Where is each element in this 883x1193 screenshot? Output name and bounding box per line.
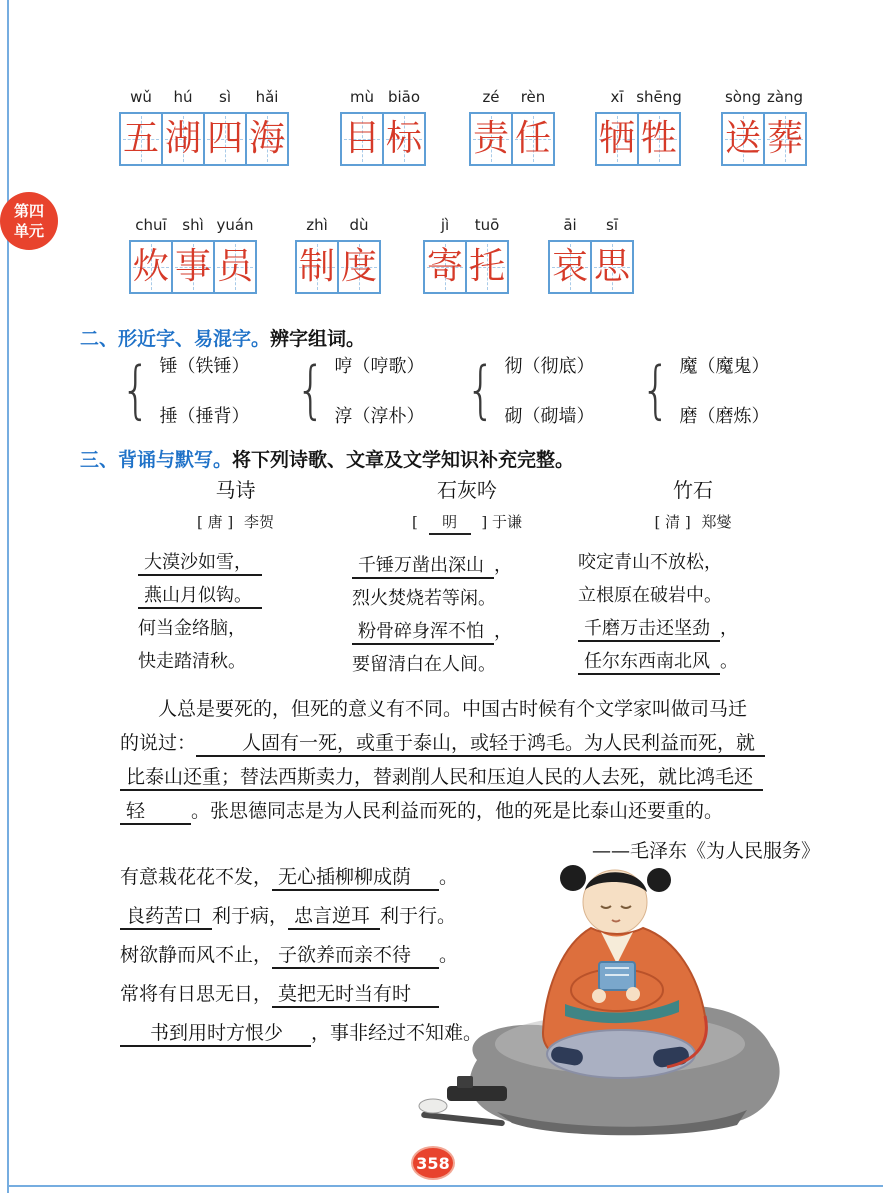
- char-glyph: 事: [174, 246, 211, 287]
- char-cell: [161, 88, 205, 166]
- char-cell: [119, 88, 163, 166]
- poem-line: 千锤万凿出深山 ，: [352, 549, 582, 582]
- word-grid-chuishiyuan: [129, 216, 257, 294]
- char-glyph: 四: [206, 118, 243, 159]
- proverb-line: 有意栽花花不发， 无心插柳柳成荫 。: [120, 858, 482, 897]
- char-cell: [637, 88, 681, 166]
- char-box: [213, 240, 257, 294]
- section2-heading-black: 辨字组词。: [270, 328, 366, 350]
- word-grid-xisheng: [595, 88, 681, 166]
- char-box: [590, 240, 634, 294]
- char-cell: [763, 88, 807, 166]
- poem-shihuiyin: [352, 474, 582, 681]
- pair-word-top: 锤（铁锤）: [159, 356, 250, 377]
- char-box: [119, 112, 163, 166]
- char-glyph: 牲: [640, 118, 677, 159]
- word-grid-wuhusihai: [119, 88, 289, 166]
- poem-line: 任尔东西南北风 。: [578, 645, 808, 678]
- char-cell: [245, 88, 289, 166]
- answer-fill: 无心插柳柳成荫: [272, 866, 439, 891]
- brace-icon: {: [120, 353, 151, 426]
- poem-author: [578, 511, 808, 532]
- char-cell: [469, 88, 513, 166]
- answer-fill: 千锤万凿出深山: [352, 555, 494, 579]
- pinyin-label: shì: [182, 216, 204, 234]
- char-glyph: 牺: [598, 118, 635, 159]
- char-glyph: 思: [593, 246, 630, 287]
- passage-line: 的说过： 人固有一死，或重于泰山，或轻于鸿毛。为人民利益而死，就: [120, 726, 820, 760]
- pinyin-label: wǔ: [130, 88, 152, 106]
- char-box: [340, 112, 384, 166]
- char-glyph: 湖: [164, 118, 201, 159]
- pinyin-label: jì: [440, 216, 450, 234]
- unit-badge: [0, 192, 58, 250]
- pair-word-bottom: 磨（磨炼）: [679, 406, 770, 427]
- answer-fill: 燕山月似钩。: [138, 585, 262, 609]
- pinyin-label: dù: [349, 216, 369, 234]
- word-grid-jituo: [423, 216, 509, 294]
- pinyin-label: zhì: [306, 216, 328, 234]
- poem-line: 咬定青山不放松，: [578, 552, 722, 573]
- poem-line: 粉骨碎身浑不怕 ，: [352, 615, 582, 648]
- char-glyph: 标: [385, 118, 422, 159]
- char-box: [171, 240, 215, 294]
- pinyin-label: xī: [610, 88, 624, 106]
- page-bottom-border: [7, 1185, 883, 1187]
- poem-mashi: [138, 474, 333, 678]
- word-pair-group-3: [461, 352, 594, 428]
- pair-word-top: 魔（魔鬼）: [679, 356, 770, 377]
- answer-fill: 忠言逆耳: [288, 905, 380, 930]
- answer-fill: 大漠沙如雪，: [138, 552, 262, 576]
- char-box: [295, 240, 339, 294]
- char-box: [337, 240, 381, 294]
- char-glyph: 目: [343, 118, 380, 159]
- word-grid-songzang: [721, 88, 807, 166]
- char-cell: [511, 88, 555, 166]
- char-cell: [213, 216, 257, 294]
- poem-author: [138, 511, 333, 532]
- pinyin-label: tuō: [474, 216, 500, 234]
- poem-author-name: ] 于谦: [481, 513, 523, 531]
- poem-line: 快走踏清秋。: [138, 651, 246, 672]
- char-cell: [203, 88, 247, 166]
- brace-icon: {: [640, 353, 671, 426]
- pinyin-label: hǎi: [255, 88, 279, 106]
- poem-author-pre: [: [411, 513, 418, 531]
- poem-line: 要留清白在人间。: [352, 654, 496, 675]
- boy-on-rock-illustration: [415, 848, 800, 1143]
- char-box: [161, 112, 205, 166]
- char-box: [245, 112, 289, 166]
- poem-title: 马诗: [215, 478, 256, 502]
- poem-author-pre: [ 清 ]: [654, 513, 691, 531]
- pair-word-bottom: 捶（捶背）: [159, 406, 250, 427]
- char-glyph: 员: [216, 246, 253, 287]
- char-glyph: 炊: [132, 246, 169, 287]
- brace-icon: {: [465, 353, 496, 426]
- char-cell: [171, 216, 215, 294]
- pinyin-label: sì: [219, 88, 231, 106]
- poem-line: 烈火焚烧若等闲。: [352, 588, 496, 609]
- unit-badge-line2: 单元: [13, 222, 44, 240]
- char-box: [595, 112, 639, 166]
- char-cell: [340, 88, 384, 166]
- char-cell: [295, 216, 339, 294]
- word-grid-mubiao: [340, 88, 426, 166]
- passage-line: 人总是要死的，但死的意义有不同。中国古时候有个文学家叫做司马迁: [158, 698, 748, 720]
- section3-heading-black: 将下列诗歌、文章及文学知识补充完整。: [232, 449, 575, 471]
- poem-line: 何当金络脑，: [138, 618, 246, 639]
- poem-line: [138, 579, 333, 612]
- char-glyph: 任: [514, 118, 551, 159]
- poem-line: 千磨万击还坚劲 ，: [578, 612, 808, 645]
- section3-heading: [80, 445, 574, 472]
- poem-author: [352, 511, 582, 535]
- char-box: [721, 112, 765, 166]
- char-glyph: 托: [468, 246, 505, 287]
- illustration-svg: [415, 848, 800, 1143]
- char-glyph: 度: [340, 246, 377, 287]
- proverb-line: 良药苦口 利于病， 忠言逆耳 利于行。: [120, 897, 482, 936]
- pinyin-label: zàng: [766, 88, 804, 106]
- unit-badge-line1: 第四: [13, 201, 44, 220]
- char-box: [465, 240, 509, 294]
- pinyin-label: sòng: [724, 88, 762, 106]
- char-glyph: 制: [298, 246, 335, 287]
- pinyin-label: yuán: [216, 216, 254, 234]
- pinyin-label: hú: [173, 88, 193, 106]
- char-cell: [423, 216, 467, 294]
- pinyin-label: sī: [606, 216, 618, 234]
- pinyin-label: mù: [349, 88, 375, 106]
- pinyin-label: shēng: [636, 88, 682, 106]
- answer-fill: 粉骨碎身浑不怕: [352, 621, 494, 645]
- proverb-line: 书到用时方恨少 ，事非经过不知难。: [120, 1014, 482, 1053]
- section2-heading-blue: 二、形近字、易混字。: [80, 328, 271, 350]
- word-pair-group-2: [291, 352, 424, 428]
- passage-line: [120, 760, 820, 794]
- poem-title: 石灰吟: [437, 478, 497, 502]
- poem-author-name: 李贺: [244, 513, 275, 531]
- pinyin-label: āi: [563, 216, 577, 234]
- answer-fill: 子欲养而亲不待: [272, 944, 439, 969]
- word-grid-zeren: [469, 88, 555, 166]
- answer-fill: 书到用时方恨少: [120, 1022, 311, 1047]
- char-glyph: 葬: [766, 118, 803, 159]
- char-cell: [590, 216, 634, 294]
- proverb-line: 常将有日思无日， 莫把无时当有时: [120, 975, 482, 1014]
- pinyin-label: biāo: [387, 88, 421, 106]
- section2-heading: [80, 324, 365, 351]
- word-grid-zhidu: [295, 216, 381, 294]
- poem-author-name: 郑燮: [701, 513, 732, 531]
- char-box: [511, 112, 555, 166]
- char-glyph: 责: [472, 118, 509, 159]
- author-dynasty-fill: 明: [429, 511, 471, 535]
- word-pair-group-4: [636, 352, 769, 428]
- passage-line: 轻 。张思德同志是为人民利益而死的，他的死是比泰山还要重的。: [120, 794, 820, 828]
- char-cell: [129, 216, 173, 294]
- poem-zhushi: [578, 474, 808, 678]
- word-pair-group-1: [116, 352, 249, 428]
- char-cell: [465, 216, 509, 294]
- char-box: [203, 112, 247, 166]
- char-box: [129, 240, 173, 294]
- char-glyph: 寄: [426, 246, 463, 287]
- answer-fill: 莫把无时当有时: [272, 983, 439, 1008]
- poem-line: 立根原在破岩中。: [578, 585, 722, 606]
- brace-icon: {: [295, 353, 326, 426]
- poem-author-pre: [ 唐 ]: [196, 513, 234, 531]
- proverb-line: 树欲静而风不止， 子欲养而亲不待 。: [120, 936, 482, 975]
- page-number: 358: [416, 1153, 450, 1173]
- word-grid-aisi: [548, 216, 634, 294]
- poem-title: 竹石: [673, 478, 713, 502]
- answer-fill: 千磨万击还坚劲: [578, 618, 720, 642]
- char-cell: [382, 88, 426, 166]
- pinyin-label: zé: [482, 88, 500, 106]
- char-glyph: 哀: [551, 246, 588, 287]
- pair-word-bottom: 砌（砌墙）: [504, 406, 595, 427]
- char-glyph: 五: [122, 118, 159, 159]
- char-glyph: 海: [248, 118, 285, 159]
- char-box: [548, 240, 592, 294]
- answer-fill: 比泰山还重；替法西斯卖力，替剥削人民和压迫人民的人去死，就比鸿毛还: [120, 766, 763, 791]
- pair-word-bottom: 淳（淳朴）: [334, 406, 425, 427]
- answer-fill: 轻: [120, 800, 191, 825]
- answer-fill: 任尔东西南北风: [578, 651, 720, 675]
- pinyin-label: rèn: [520, 88, 546, 106]
- char-glyph: 送: [724, 118, 761, 159]
- page-number-badge: [413, 1148, 453, 1178]
- char-cell: [595, 88, 639, 166]
- char-box: [382, 112, 426, 166]
- char-cell: [721, 88, 765, 166]
- passage-attribution: ——毛泽东《为人民服务》: [591, 840, 820, 862]
- char-box: [637, 112, 681, 166]
- answer-fill: 人固有一死，或重于泰山，或轻于鸿毛。为人民利益而死，就: [196, 732, 765, 757]
- pair-word-top: 彻（彻底）: [504, 356, 595, 377]
- char-box: [763, 112, 807, 166]
- answer-fill: 良药苦口: [120, 905, 212, 930]
- char-cell: [548, 216, 592, 294]
- passage-weirenminfuwu: [120, 692, 820, 863]
- page-left-border: [7, 0, 9, 1193]
- pair-word-top: 哼（哼歌）: [334, 356, 425, 377]
- section3-heading-blue: 三、背诵与默写。: [80, 449, 233, 471]
- poem-line: [138, 546, 333, 579]
- char-box: [423, 240, 467, 294]
- pinyin-label: chuī: [135, 216, 167, 234]
- char-cell: [337, 216, 381, 294]
- char-box: [469, 112, 513, 166]
